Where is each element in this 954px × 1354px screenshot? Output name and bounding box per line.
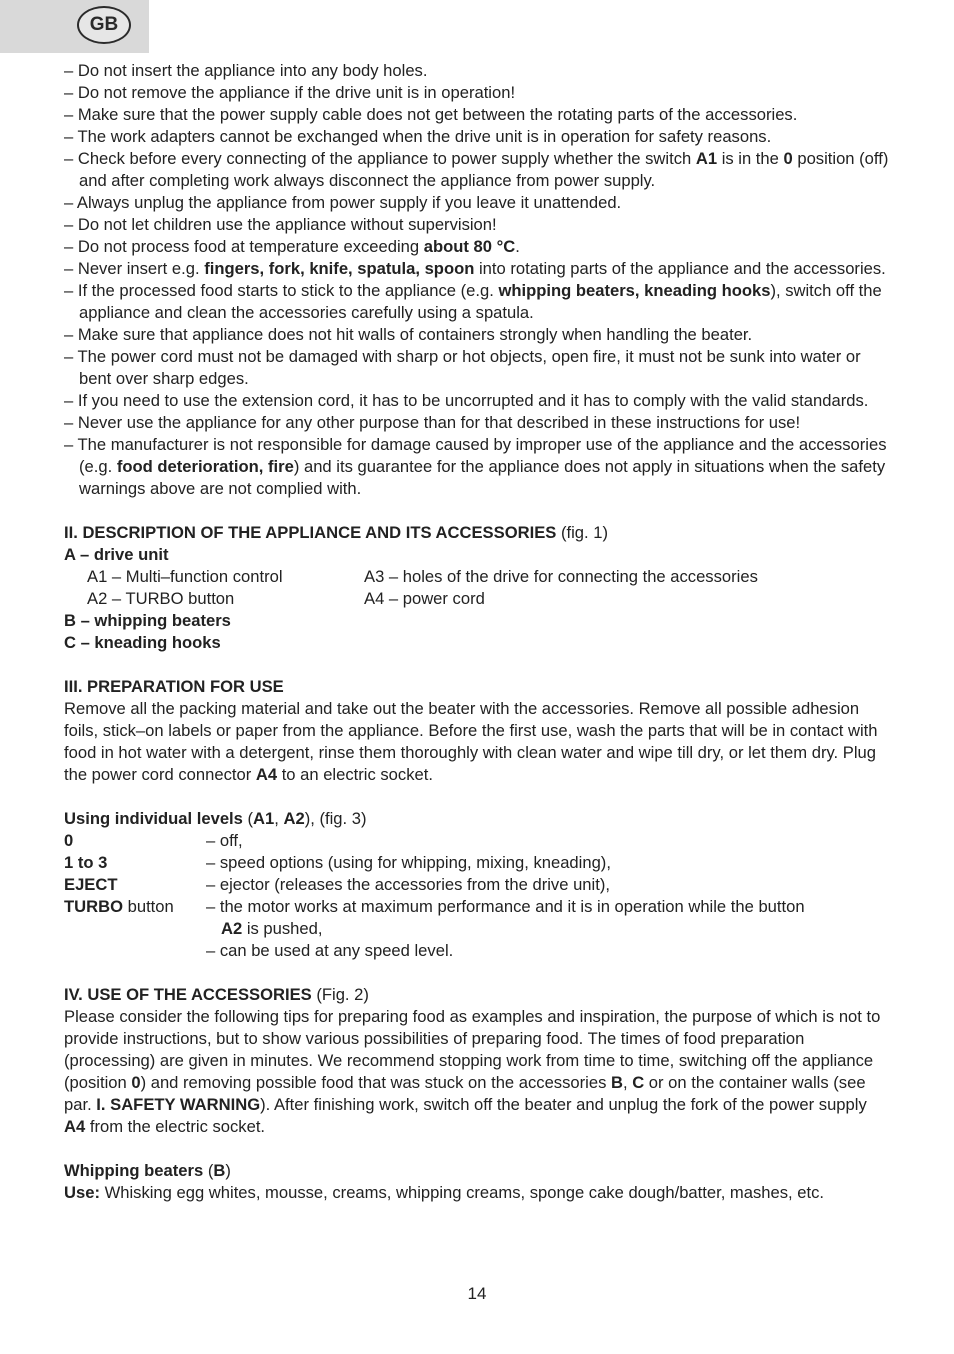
- page-number: 14: [467, 1284, 487, 1303]
- part-a-label: A – drive unit: [64, 545, 169, 564]
- bullet: – Do not process food at temperature exceeding about 80 °C.: [64, 237, 520, 256]
- language-badge: GB: [77, 6, 131, 44]
- level-row: 1 to 3 – speed options (using for whipping, mixing, kneading),: [64, 853, 611, 872]
- part-b-label: B – whipping beaters: [64, 611, 231, 630]
- level-row: 0 – off,: [64, 831, 243, 850]
- use-line: Use: Whisking egg whites, mousse, creams, whipping creams, sponge cake dough/batter, mashes, etc.: [64, 1183, 825, 1202]
- description-section: [64, 522, 892, 654]
- bullet: – If you need to use the extension cord, it has to be uncorrupted and it has to comply with the valid standards.: [64, 391, 869, 410]
- paragraph: Please consider the following tips for preparing food as examples and inspiration, the purpose of which is not to provide instructions, but to show various possibilities of preparing food. The times of food preparation (processing) are given in minutes. We recommend stopping work from time to time, switching off the appliance (position 0) and removing possible food that was stuck on the accessories B, C or on the container walls (see par. I. SAFETY WARNING). After finishing work, switch off the beater and unplug the fork of the power supply A4 from the electric socket.: [64, 1007, 881, 1136]
- bullet: – Never use the appliance for any other purpose than for that described in these instructions for use!: [64, 413, 801, 432]
- levels-section: [64, 808, 892, 962]
- bullet: – Always unplug the appliance from power supply if you leave it unattended.: [64, 193, 622, 212]
- section-heading: II. DESCRIPTION OF THE APPLIANCE AND ITS ACCESSORIES (fig. 1): [64, 523, 608, 542]
- preparation-section: [64, 676, 892, 786]
- section-heading: III. PREPARATION FOR USE: [64, 677, 284, 696]
- bullet: – Check before every connecting of the appliance to power supply whether the switch A1 is in the 0 position (off) and after completing work always disconnect the appliance from power supply.: [64, 149, 889, 190]
- paragraph: Remove all the packing material and take out the beater with the accessories. Remove all possible adhesion foils, stick–on labels or paper from the appliance. Before the first use, wash the parts that will be in contact with food in hot water with a detergent, rinse them thoroughly with clean water and wipe till dry, or let them dry. Plug the power cord connector A4 to an electric socket.: [64, 699, 878, 784]
- parts-row: A1 – Multi–function control A3 – holes of the drive for connecting the accessories: [87, 567, 758, 586]
- bullet: – The manufacturer is not responsible for damage caused by improper use of the appliance and the accessories (e.g. food deterioration, fire) and its guarantee for the appliance does not apply in situations when the safety warnings above are not complied with.: [64, 435, 887, 498]
- bullet: – The power cord must not be damaged with sharp or hot objects, open fire, it must not be sunk into water or bent over sharp edges.: [64, 347, 861, 388]
- safety-list: [64, 60, 892, 500]
- bullet: – Make sure that appliance does not hit walls of containers strongly when handling the beater.: [64, 325, 753, 344]
- level-row: EJECT – ejector (releases the accessories from the drive unit),: [64, 875, 610, 894]
- bullet: – Do not insert the appliance into any body holes.: [64, 61, 428, 80]
- section-heading: Whipping beaters (B): [64, 1161, 231, 1180]
- level-row: TURBO button – the motor works at maximum performance and it is in operation while the button A2 is pushed, – can be used at any speed level.: [64, 897, 805, 960]
- parts-row: A2 – TURBO button A4 – power cord: [87, 589, 485, 608]
- part-c-label: C – kneading hooks: [64, 633, 221, 652]
- section-heading: Using individual levels (A1, A2), (fig. 3): [64, 809, 367, 828]
- whipping-section: [64, 1160, 892, 1204]
- page-content: [64, 60, 892, 1204]
- bullet: – Do not remove the appliance if the drive unit is in operation!: [64, 83, 516, 102]
- bullet: – Make sure that the power supply cable does not get between the rotating parts of the accessories.: [64, 105, 798, 124]
- bullet: – The work adapters cannot be exchanged when the drive unit is in operation for safety reasons.: [64, 127, 772, 146]
- bullet: – Do not let children use the appliance without supervision!: [64, 215, 497, 234]
- section-heading: IV. USE OF THE ACCESSORIES (Fig. 2): [64, 985, 369, 1004]
- language-tab: [0, 0, 149, 53]
- bullet: – If the processed food starts to stick to the appliance (e.g. whipping beaters, kneading hooks), switch off the appliance and clean the accessories carefully using a spatula.: [64, 281, 882, 322]
- use-section: [64, 984, 892, 1138]
- bullet: – Never insert e.g. fingers, fork, knife, spatula, spoon into rotating parts of the appliance and the accessories.: [64, 259, 886, 278]
